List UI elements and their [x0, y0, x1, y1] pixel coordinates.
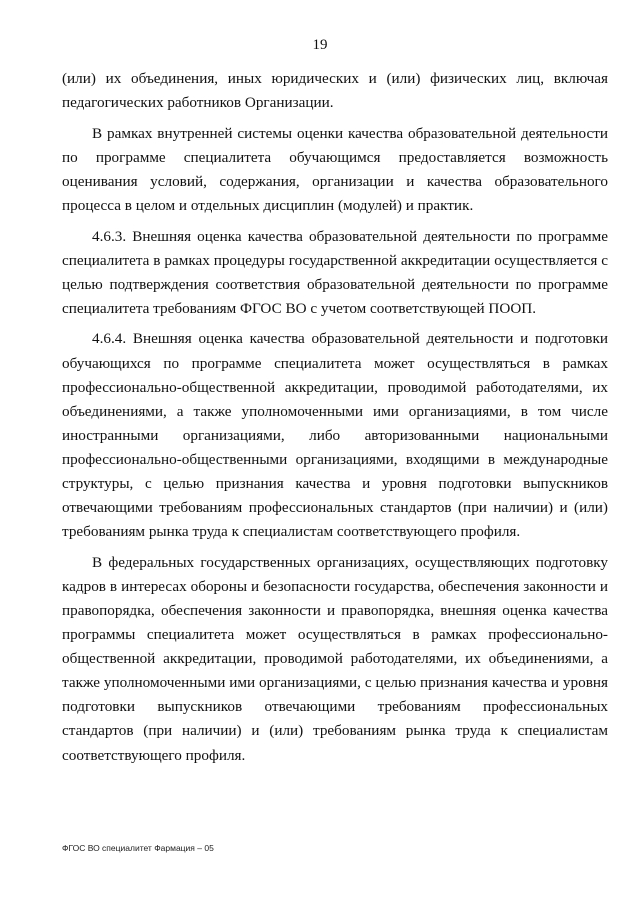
footer-document-id: ФГОС ВО специалитет Фармация – 05 — [62, 843, 214, 853]
page-number: 19 — [312, 37, 328, 53]
paragraph-federal-organizations: В федеральных государственных организациях, осуществляющих подготовку кадров в интересах обороны и безопасности государства, обеспечения законности и правопорядка, обеспечения законности и правопорядка, внешняя оценка качества программы специалитета может осуществляться в рамках профессионально-общественной аккредитации, проводимой работодателями, их объединениями, а также уполномоченными ими организациями, с целью признания качества и уровня подготовки выпускников отвечающими требованиям профессиональных стандартов (при наличии) и (или) требованиям рынка труда к специалистам соответствующего профиля. — [62, 553, 608, 764]
paragraph-continuation: (или) их объединения, иных юридических и (или) физических лиц, включая педагогических работников Организации. — [62, 70, 608, 112]
paragraph-4-6-4: 4.6.4. Внешняя оценка качества образовательной деятельности и подготовки обучающихся по программе специалитета может осуществляться в рамках профессионально-общественной аккредитации, проводимой работодателями, их объединениями, а также уполномоченными ими организациями, в том числе иностранными организациями, либо авторизованными национальными профессионально-общественными организациями, входящими в международные структуры, с целью признания качества и уровня подготовки выпускников отвечающими требованиям профессиональных стандартов (при наличии) и (или) требованиям рынка труда к специалистам соответствующего профиля. — [62, 330, 608, 541]
paragraph-4-6-3: 4.6.3. Внешняя оценка качества образовательной деятельности по программе специалитета в рамках процедуры государственной аккредитации осуществляется с целью подтверждения соответствия образовательной деятельности по программе специалитета требованиям ФГОС ВО с учетом соответствующей ПООП. — [62, 227, 608, 317]
document-body — [62, 67, 608, 768]
paragraph-internal-assessment: В рамках внутренней системы оценки качества образовательной деятельности по программе специалитета обучающимся предоставляется возможность оценивания условий, содержания, организации и качества образовательного процесса в целом и отдельных дисциплин (модулей) и практик. — [62, 124, 608, 214]
